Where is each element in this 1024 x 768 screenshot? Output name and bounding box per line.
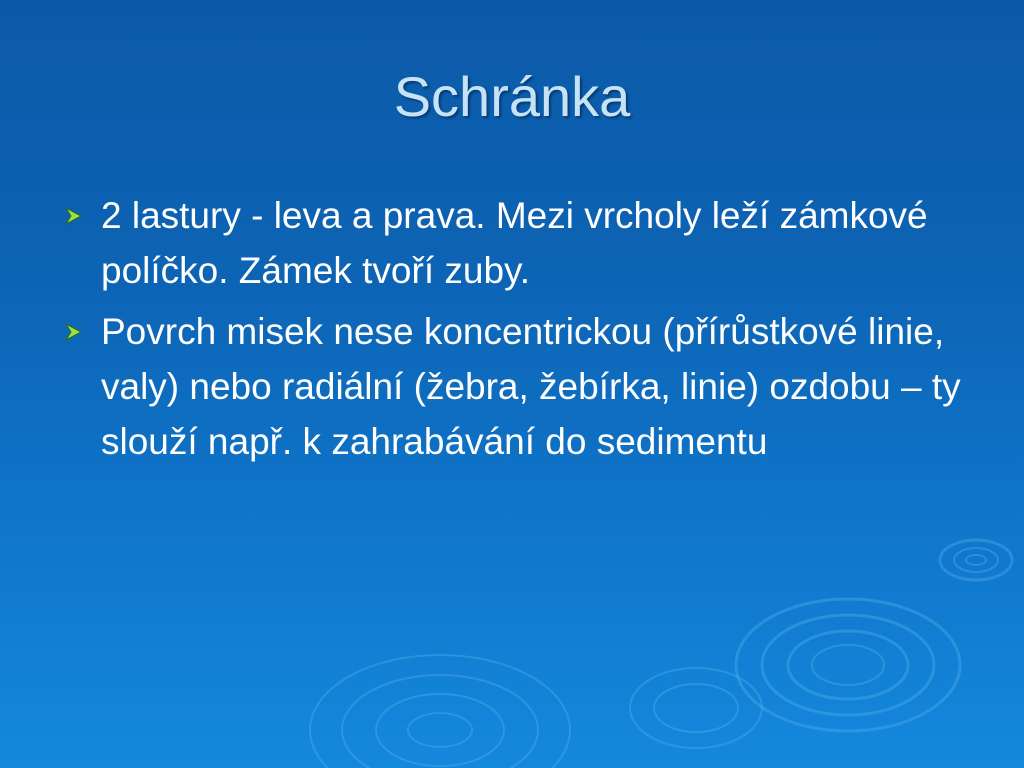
arrowhead-bullet-icon xyxy=(62,321,84,343)
bullet-item xyxy=(62,304,962,469)
bullet-text: Povrch misek nese koncentrickou (přírůstkové linie, valy) nebo radiální (žebra, žebírka, linie) ozdobu – ty slouží např. k zahrabávání do sedimentu xyxy=(101,311,961,462)
bullet-list xyxy=(62,188,962,475)
bullet-text: 2 lastury - leva a prava. Mezi vrcholy leží zámkové políčko. Zámek tvoří zuby. xyxy=(101,195,928,291)
slide-title: Schránka xyxy=(393,65,631,128)
bullet-item xyxy=(62,188,962,298)
arrowhead-bullet-icon xyxy=(62,205,84,227)
